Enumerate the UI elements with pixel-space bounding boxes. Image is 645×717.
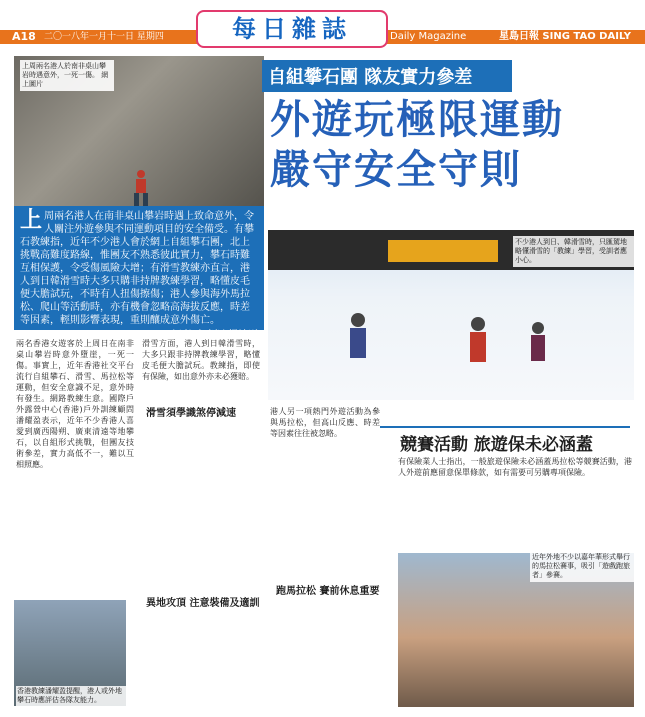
- newspaper-brand: 星島日報 SING TAO DAILY: [498, 31, 631, 42]
- body-column: 兩名香港女遊客於上周日在南非桌山攀岩時意外墮崖，一死一傷。事實上，近年香港社交平台流行自組攀石、滑雪、馬拉松等運動，但安全意識不足，意外時有發生。網路教練生意。國際戶外露營中心(香港)戶外訓練顧問潘耀盈表示，近年不少香港人喜愛到廣西陽朔、廣東清遠等地攀石，以自組形式挑戰，但團友技術參差，實力高低不一，難以互相照應。: [16, 339, 134, 469]
- byline: 記者 李卓穎 楊詩彤: [171, 330, 258, 341]
- photo-caption: 近年外地不少以嘉年華形式舉行的馬拉松賽事，吸引「遊戲跑旅者」參賽。: [530, 551, 634, 582]
- article-headline: [270, 95, 564, 195]
- section-body: 有保險業人士指出，一般旅遊保險未必涵蓋馬拉松等競賽活動，港人外遊前應留意保單條款，如有需要可另購專項保險。: [398, 457, 632, 477]
- photo-caption: 上周兩名港人於南非桌山攀岩時遇意外，一死一傷。 網上圖片: [20, 60, 114, 91]
- headline-line: 外遊玩極限運動: [270, 97, 564, 143]
- body-column: 滑雪方面，港人到日韓滑雪時，大多只跟非持牌教練學習，略懂皮毛便大膽試玩。教練指，即使有保險，如出意外亦未必獲賠。: [142, 339, 260, 381]
- magazine-title: 每日雜誌: [196, 10, 388, 48]
- magazine-title-en: Daily Magazine: [390, 31, 467, 42]
- subheading: 異地攻頂 注意裝備及適訓: [146, 598, 260, 609]
- body-column: 港人另一項熱門外遊活動為參與馬拉松，但高山反應、時差等因素往往被忽略。: [270, 407, 380, 438]
- climber-icon: [126, 168, 156, 208]
- headline-line: 嚴守安全守則: [270, 147, 522, 193]
- lead-paragraph: [14, 206, 264, 341]
- subheading: 滑雪須學識煞停減速: [146, 408, 236, 419]
- photo-caption: 不少港人到日、韓滑雪時，只匯駕地略懂滑雪的「教練」學習，受訓者應小心。: [513, 236, 635, 267]
- skiers-icon: [328, 300, 588, 390]
- article-kicker: 自組攀石團 隊友實力參差: [262, 60, 512, 92]
- page-header: [0, 0, 645, 44]
- photo-caption: 香港教練潘耀盈提醒，港人或外地攀石時應評估各隊友能力。: [16, 686, 126, 706]
- lodge-sign: [388, 240, 498, 262]
- subheading: 跑馬拉松 賽前休息重要: [276, 586, 380, 597]
- page-number: A18: [12, 30, 36, 43]
- drop-cap: 上: [20, 208, 43, 233]
- issue-date: 二〇一八年一月十一日 星期四: [44, 32, 164, 42]
- lead-text: 周兩名港人在南非桌山攀岩時遇上致命意外，令人關注外遊參與不同運動項目的安全備受。有攀石教練指，近年不少港人會於網上自組攀石團，北上挑戰高難度路線，惟團友不熟悉彼此實力，攀石時難互相保護，令受傷風險大增；有滑雪教練亦直言，港人到日韓滑雪時大多只購非持牌教練學習，略懂皮毛便大膽試玩，不時有人扭傷擦傷；港人參與海外馬拉松、爬山等活動時，亦有機會忽略高海拔反應，時差等因素，輕則影響表現，重則釀成意外傷亡。: [20, 211, 255, 326]
- section-headline: 競賽活動 旅遊保未必涵蓋: [400, 435, 593, 455]
- section-divider: [380, 426, 630, 428]
